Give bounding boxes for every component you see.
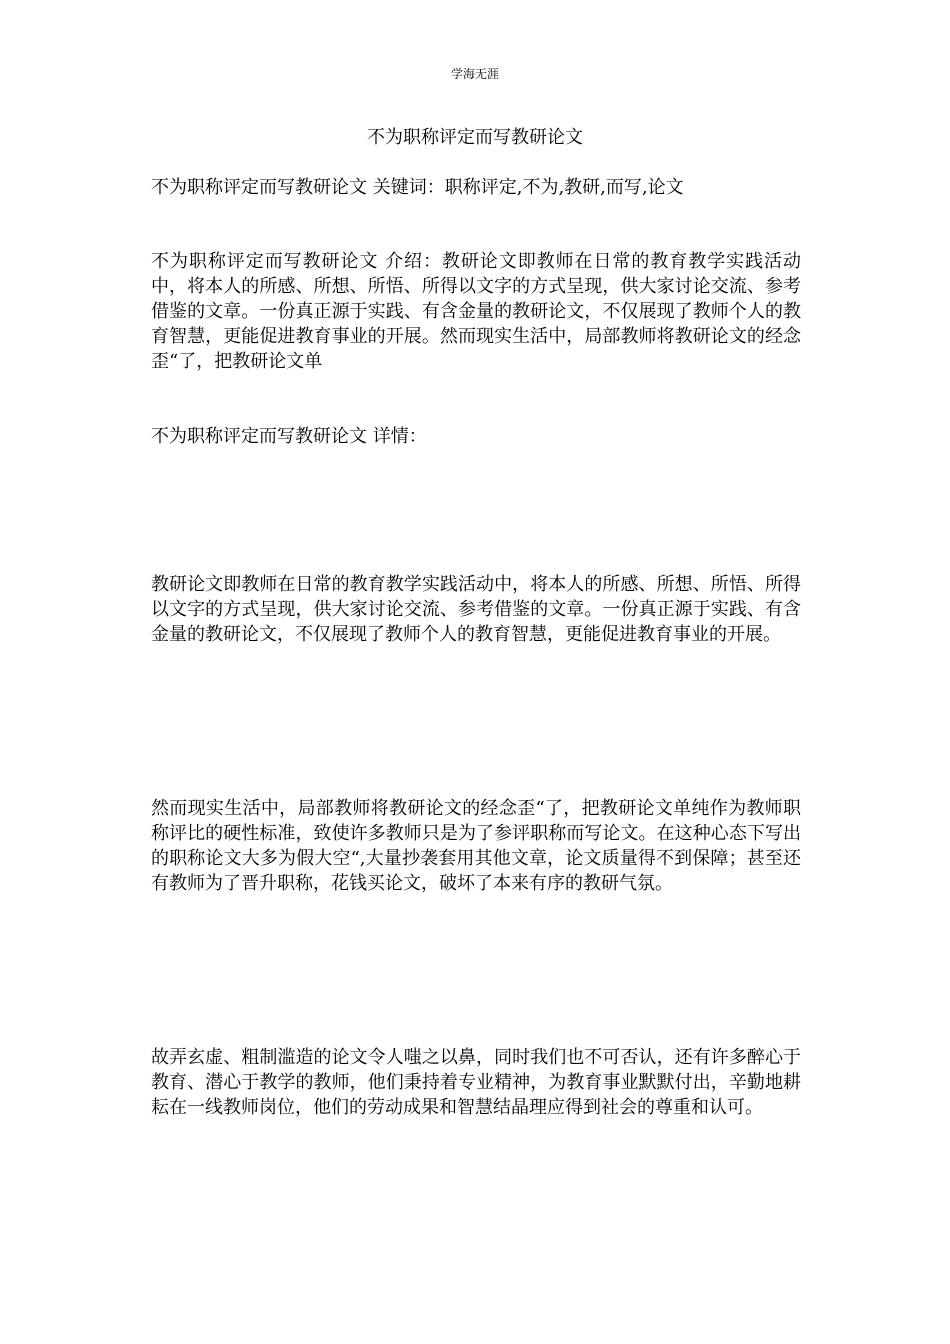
body-paragraph-3: 故弄玄虚、粗制滥造的论文令人嗤之以鼻，同时我们也不可否认，还有许多醉心于教育、潜心于教学的教师，他们秉持着专业精神，为教育事业默默付出，辛勤地耕耘在一线教师岗位，他们的劳动成果和智慧结晶理应得到社会的尊重和认可。 xyxy=(151,1047,801,1118)
page-header: 学海无涯 xyxy=(450,67,499,81)
details-heading: 不为职称评定而写教研论文 详情： xyxy=(151,426,427,447)
body-paragraph-2: 然而现实生活中，局部教师将教研论文的经念歪“了，把教研论文单纯作为教师职称评比的硬性标准，致使许多教师只是为了参评职称而写论文。在这种心态下写出的职称论文大多为假大空“,大量抄袭套用其他文章，论文质量得不到保障；甚至还有教师为了晋升职称，花钱买论文，破坏了本来有序的教研气氛。 xyxy=(151,798,801,894)
document-title: 不为职称评定而写教研论文 xyxy=(367,127,583,148)
body-paragraph-1: 教研论文即教师在日常的教育教学实践活动中，将本人的所感、所想、所悟、所得以文字的方式呈现，供大家讨论交流、参考借鉴的文章。一份真正源于实践、有含金量的教研论文，不仅展现了教师个人的教育智慧，更能促进教育事业的开展。 xyxy=(151,574,801,645)
intro-paragraph: 不为职称评定而写教研论文 介绍：教研论文即教师在日常的教育教学实践活动中，将本人的所感、所想、所悟、所得以文字的方式呈现，供大家讨论交流、参考借鉴的文章。一份真正源于实践、有含金量的教研论文，不仅展现了教师个人的教育智慧，更能促进教育事业的开展。然而现实生活中，局部教师将教研论文的经念歪“了，把教研论文单 xyxy=(151,251,801,372)
keywords-line: 不为职称评定而写教研论文 关键词：职称评定,不为,教研,而写,论文 xyxy=(151,177,684,198)
